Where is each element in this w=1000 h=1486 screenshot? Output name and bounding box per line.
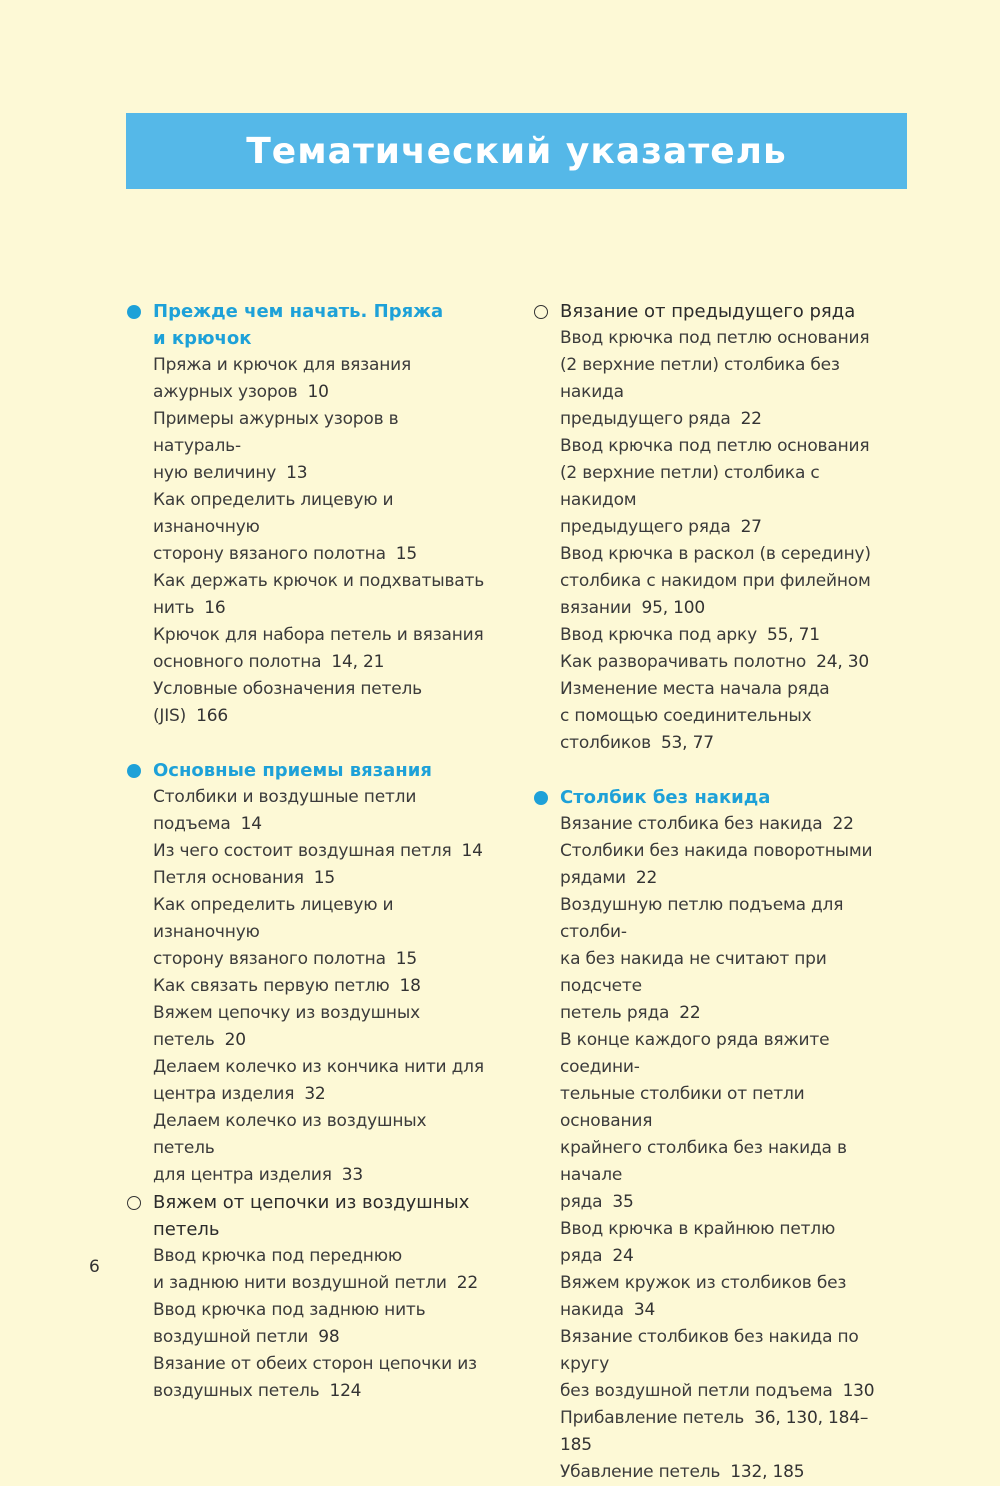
index-entry-line [153,838,491,865]
index-entry-line [153,406,491,460]
entry-text: В конце каждого ряда вяжите соедини- [560,1030,830,1077]
entry-text: тельные столбики от петли основания [560,1084,805,1131]
index-entry-line [153,784,491,811]
entry-text: Ввод крючка под петлю основания [560,436,870,456]
index-entry-line [560,1297,898,1324]
page-number: 6 [89,1257,100,1277]
section-heading-line: петель [153,1219,220,1240]
index-entry-line [153,1054,491,1081]
filled-circle-bullet-icon [534,791,548,805]
entry-text: Вязание от обеих сторон цепочки из [153,1354,477,1374]
entry-page-numbers: 124 [329,1381,362,1401]
index-entry-line [560,1135,898,1189]
entry-page-numbers: 22 [456,1273,478,1293]
section-heading-line: Основные приемы вязания [153,760,432,781]
entry-page-numbers: 22 [679,1003,701,1023]
entry-list [126,784,491,1189]
index-section [533,784,898,1486]
entry-text: Вяжем цепочку из воздушных петель [153,1003,420,1050]
index-entry-line [153,460,491,487]
entry-text: Воздушную петлю подъема для столби- [560,895,844,942]
index-entry-line [560,541,898,568]
entry-text: (2 верхние петли) столбика без накида [560,355,840,402]
section-heading [533,784,898,811]
entry-page-numbers: 166 [196,706,228,726]
entry-text: Как определить лицевую и изнаночную [153,490,394,537]
entry-text: Как связать первую петлю [153,976,390,996]
index-entry-line [560,649,898,676]
entry-text: Условные обозначения петель (JIS) [153,679,422,726]
entry-text: Убавление петель [560,1462,721,1482]
index-entry-line [153,1351,491,1378]
index-entry-line [560,811,898,838]
index-entry-line [153,1297,491,1324]
index-entry-line [153,568,491,595]
entry-page-numbers: 22 [740,409,762,429]
entry-text: сторону вязаного полотна [153,544,386,564]
index-entry-line [153,1378,491,1405]
entry-text: ряда [560,1192,603,1212]
index-entry-line [153,352,491,379]
index-entry-line [153,487,491,541]
index-entry-line [153,1243,491,1270]
entry-text: Ввод крючка в раскол (в середину) [560,544,871,564]
entry-text: сторону вязаного полотна [153,949,386,969]
section-heading-line: Прежде чем начать. Пряжа [153,301,444,322]
entry-text: без воздушной петли подъема [560,1381,833,1401]
index-entry-line [153,1270,491,1297]
entry-text: крайнего столбика без накида в начале [560,1138,847,1185]
index-entry-line [560,460,898,514]
index-entry-line [560,1270,898,1297]
entry-text: Вязание столбиков без накида по кругу [560,1327,859,1374]
section-heading [533,298,898,325]
index-entry-line [560,568,898,595]
index-entry-line [560,1405,898,1459]
entry-text: с помощью соединительных [560,706,812,726]
hollow-circle-bullet-icon [127,1196,141,1210]
index-entry-line [560,703,898,730]
entry-text: Примеры ажурных узоров в натураль- [153,409,399,456]
section-gap [126,730,491,757]
entry-text: Столбики и воздушные петли [153,787,417,807]
section-gap [533,757,898,784]
entry-text: Вяжем кружок из столбиков без [560,1273,847,1293]
entry-page-numbers: 16 [204,598,226,618]
entry-page-numbers: 22 [635,868,658,888]
entry-text: подъема [153,814,231,834]
entry-page-numbers: 130 [842,1381,875,1401]
entry-page-numbers: 33 [341,1165,363,1185]
entry-page-numbers: 36, 130, 184–185 [560,1408,869,1455]
index-entry-line [560,595,898,622]
entry-page-numbers: 18 [399,976,421,996]
entry-text: воздушных петель [153,1381,320,1401]
filled-circle-bullet-icon [127,305,141,319]
entry-page-numbers: 14, 21 [331,652,385,672]
entry-list [126,352,491,730]
entry-text: Делаем колечко из воздушных петель [153,1111,427,1158]
section-heading-line: и крючок [153,328,252,349]
entry-page-numbers: 13 [286,463,308,483]
entry-page-numbers: 15 [313,868,335,888]
index-entry-line [153,649,491,676]
index-entry-line [560,406,898,433]
entry-list [126,1243,491,1405]
entry-text: ную величину [153,463,277,483]
entry-page-numbers: 53, 77 [660,733,714,753]
index-entry-line [560,676,898,703]
entry-text: рядами [560,868,626,888]
entry-text: Ввод крючка в крайнюю петлю ряда [560,1219,836,1266]
index-entry-line [153,622,491,649]
entry-text: нить [153,598,195,618]
entry-text: Прибавление петель [560,1408,745,1428]
index-entry-line [560,1189,898,1216]
entry-text: центра изделия [153,1084,295,1104]
index-section [126,757,491,1189]
index-entry-line [153,892,491,946]
index-column-right [533,298,898,1486]
index-entry-line [560,325,898,352]
entry-list [533,325,898,757]
index-entry-line [153,379,491,406]
entry-text: Ввод крючка под арку [560,625,757,645]
entry-text: основного полотна [153,652,322,672]
section-heading [126,757,491,784]
index-entry-line [560,1459,898,1486]
index-section [126,1189,491,1405]
filled-circle-bullet-icon [127,764,141,778]
entry-text: накида [560,1300,624,1320]
index-entry-line [560,1324,898,1378]
index-entry-line [560,946,898,1000]
index-entry-line [153,541,491,568]
entry-text: Крючок для набора петель и вязания [153,625,484,645]
entry-page-numbers: 20 [224,1030,246,1050]
entry-text: Ввод крючка под переднюю [153,1246,402,1266]
index-entry-line [153,1000,491,1054]
entry-text: Столбики без накида поворотными [560,841,873,861]
entry-text: Пряжа и крючок для вязания [153,355,412,375]
entry-page-numbers: 95, 100 [641,598,706,618]
entry-page-numbers: 14 [240,814,262,834]
entry-text: ка без накида не считают при подсчете [560,949,827,996]
entry-text: Петля основания [153,868,304,888]
index-entry-line [153,595,491,622]
index-entry-line [153,946,491,973]
entry-page-numbers: 24, 30 [816,652,869,672]
entry-text: Как определить лицевую и изнаночную [153,895,394,942]
entry-text: ажурных узоров [153,382,298,402]
index-entry-line [153,1162,491,1189]
index-section [126,298,491,730]
index-entry-line [560,1000,898,1027]
index-entry-line [560,1027,898,1081]
entry-text: петель ряда [560,1003,670,1023]
index-entry-line [560,838,898,865]
entry-page-numbers: 35 [612,1192,634,1212]
entry-page-numbers: 98 [318,1327,340,1347]
entry-text: и заднюю нити воздушной петли [153,1273,447,1293]
index-entry-line [153,1324,491,1351]
entry-text: Из чего состоит воздушная петля [153,841,452,861]
index-entry-line [153,865,491,892]
entry-text: Вязание столбика без накида [560,814,823,834]
entry-text: для центра изделия [153,1165,332,1185]
index-entry-line [560,514,898,541]
entry-text: столбиков [560,733,651,753]
entry-text: Как держать крючок и подхватывать [153,571,485,591]
index-section [533,298,898,757]
entry-page-numbers: 34 [633,1300,656,1320]
index-column-left [126,298,491,1405]
section-heading-line: Вязание от предыдущего ряда [560,301,856,322]
entry-text: вязании [560,598,632,618]
entry-page-numbers: 32 [304,1084,326,1104]
entry-list [533,811,898,1486]
title-banner [126,113,907,189]
section-heading [126,298,491,352]
entry-text: Изменение места начала ряда [560,679,830,699]
entry-page-numbers: 10 [307,382,329,402]
entry-text: Ввод крючка под петлю основания [560,328,870,348]
index-entry-line [560,730,898,757]
entry-text: Ввод крючка под заднюю нить [153,1300,426,1320]
entry-page-numbers: 15 [395,544,418,564]
entry-page-numbers: 22 [832,814,854,834]
entry-page-numbers: 55, 71 [766,625,820,645]
index-entry-line [560,1216,898,1270]
entry-text: Делаем колечко из кончика нити для [153,1057,484,1077]
index-entry-line [153,811,491,838]
index-entry-line [560,892,898,946]
entry-page-numbers: 27 [740,517,762,537]
index-entry-line [153,1081,491,1108]
entry-text: предыдущего ряда [560,517,731,537]
index-entry-line [153,676,491,730]
index-entry-line [560,865,898,892]
index-entry-line [560,1081,898,1135]
index-entry-line [153,973,491,1000]
page-title: Тематический указатель [246,130,787,172]
entry-page-numbers: 24 [612,1246,634,1266]
section-heading-line: Столбик без накида [560,787,771,808]
entry-text: Как разворачивать полотно [560,652,807,672]
hollow-circle-bullet-icon [534,305,548,319]
index-entry-line [560,352,898,406]
entry-page-numbers: 132, 185 [730,1462,805,1482]
entry-text: (2 верхние петли) столбика с накидом [560,463,820,510]
index-entry-line [560,1378,898,1405]
index-entry-line [153,1108,491,1162]
entry-text: столбика с накидом при филейном [560,571,871,591]
entry-page-numbers: 15 [395,949,418,969]
index-entry-line [560,433,898,460]
index-entry-line [560,622,898,649]
section-heading [126,1189,491,1243]
entry-text: предыдущего ряда [560,409,731,429]
entry-page-numbers: 14 [461,841,483,861]
entry-text: воздушной петли [153,1327,309,1347]
section-heading-line: Вяжем от цепочки из воздушных [153,1192,470,1213]
